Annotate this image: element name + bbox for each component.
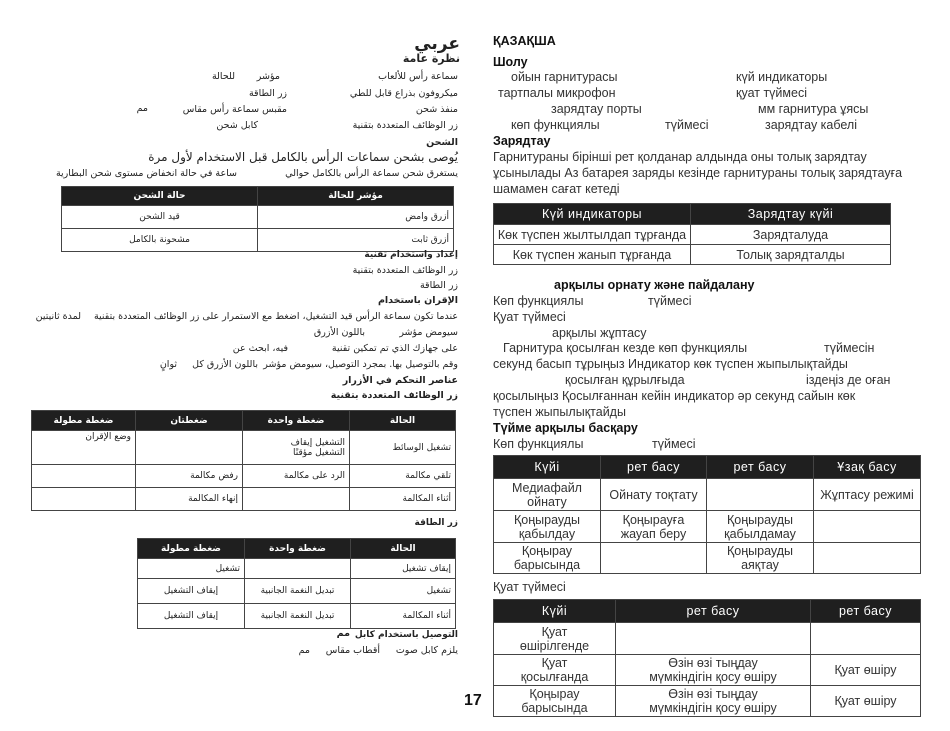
kz-pairing-l3: қосылған құрылғыда: [565, 373, 685, 387]
kz-setup-mfb-b: түймесі: [648, 294, 692, 308]
kz-setup-heading: арқылы орнату және пайдалану: [554, 278, 755, 292]
kz-power-table: [493, 599, 921, 717]
kz-t2-r3c3: Қоңырауды аяқтау: [707, 543, 814, 574]
kz-t3-h1: Күйі: [494, 600, 616, 623]
ar-t2-r2c4: [32, 465, 136, 488]
ar-overview-indicator: مؤشر: [256, 71, 280, 82]
ar-controls-heading: عناصر التحكم في الأزرار: [342, 375, 458, 386]
ar-t1-h1: مؤشر للحالة: [258, 187, 454, 206]
ar-pairing-1: عندما تكون سماعة الرأس قيد التشغيل، اضغط مع الاستمرار على زر الوظائف المتعددة بتقنية: [93, 311, 458, 322]
kz-ov-jack: мм гарнитура ұясы: [758, 102, 869, 116]
kz-pairing-l1: Гарнитура қосылған кезде көп функциялы: [503, 341, 748, 355]
kz-t2-r1c1: Медиафайл ойнату: [494, 479, 601, 511]
ar-t3-r3c1: أثناء المكالمة: [351, 604, 456, 629]
ar-overview-port: منفذ شحن: [415, 104, 458, 115]
kz-t2-r2c2: Қоңырауға жауап беру: [601, 511, 707, 543]
kz-pairing-heading: арқылы жұптасу: [552, 326, 647, 340]
ar-charging-heading: الشحن: [426, 137, 458, 148]
arabic-title: عربي: [414, 34, 460, 54]
kz-pairing-l3b: іздеңіз де оған: [806, 373, 891, 387]
ar-t3-r2c1: تشغيل: [351, 579, 456, 604]
kz-ov-indicator: күй индикаторы: [736, 70, 828, 84]
kz-t3-r2c1: Қуат қосылғанда: [494, 655, 616, 686]
kz-t2-r2c4: [814, 511, 921, 543]
ar-charging-time: يستغرق شحن سماعة الرأس بالكامل حوالي: [285, 168, 458, 179]
ar-t3-r2c2: تبديل النغمة الجانبية: [245, 579, 351, 604]
ar-t3-r1c2: [245, 559, 351, 579]
ar-pairing-heading: الإقران باستخدام: [377, 295, 458, 306]
kz-t3-r3c2: Өзін өзі тыңдау мүмкіндігін қосу өшіру: [616, 686, 811, 717]
kz-t1-h1: Күй индикаторы: [494, 204, 691, 225]
kz-t2-r1c3: [707, 479, 814, 511]
kz-mfb-table: [493, 455, 921, 574]
ar-cable-heading: التوصيل باستخدام كابل: [354, 630, 458, 640]
ar-setup-power: زر الطاقة: [419, 280, 458, 291]
arabic-overview-heading: نظرة عامة: [402, 52, 460, 65]
kz-ov-port: зарядтау порты: [551, 102, 642, 116]
ar-overview-power: زر الطاقة: [248, 88, 287, 99]
ar-overview-for-status: للحالة: [211, 71, 235, 82]
ar-t2-r1c3: [136, 431, 243, 465]
kz-t3-r1c1: Қуат өшірілгенде: [494, 623, 616, 655]
kazakh-title: ҚАЗАҚША: [493, 34, 556, 48]
ar-t3-h1: الحالة: [351, 539, 456, 559]
ar-pairing-3b: فيه، ابحث عن: [232, 343, 288, 354]
kz-ov-headset: ойын гарнитурасы: [511, 70, 618, 84]
ar-pairing-1b: لمدة ثانيتين: [35, 311, 81, 322]
kz-t1-h2: Зарядтау күйі: [691, 204, 891, 225]
ar-overview-cable: كابل شحن: [216, 120, 258, 131]
kz-charging-line2: ұсынылады Аз батарея заряды кезінде гарнитураны толық зарядтауға: [493, 166, 903, 180]
kz-t2-r1c4: Жұптасу режимі: [814, 479, 921, 511]
kz-t2-r3c2: [601, 543, 707, 574]
ar-t3-h3: ضغطة مطولة: [138, 539, 245, 559]
ar-t3-r3c2: تبديل النغمة الجانبية: [245, 604, 351, 629]
kz-t2-r2c1: Қоңырауды қабылдау: [494, 511, 601, 543]
kz-t3-r3c3: Қуат өшіру: [811, 686, 921, 717]
kz-ov-mfb: көп функциялы: [511, 118, 600, 132]
ar-cable-text: يلزم كابل صوت: [395, 645, 458, 656]
ar-t2-r2c2: الرد على مكالمة: [243, 465, 350, 488]
page-number: 17: [464, 692, 482, 709]
ar-t2-h1: الحالة: [350, 411, 456, 431]
kz-overview-heading: Шолу: [493, 55, 528, 69]
ar-t3-r1c3: تشغيل: [138, 559, 245, 579]
ar-overview-headset: سماعة رأس للألعاب: [378, 71, 458, 82]
kz-power-heading: Қуат түймесі: [493, 580, 566, 594]
ar-t1-r1c2: قيد الشحن: [62, 206, 258, 229]
ar-pairing-4c: ثوانٍ: [159, 359, 177, 370]
ar-setup-heading: إعداد واستخدام تقنية: [364, 250, 458, 260]
ar-t2-r2c1: تلقي مكالمة: [350, 465, 456, 488]
ar-overview-mic: ميكروفون بذراع قابل للطي: [349, 88, 458, 99]
kz-controls-heading: Түйме арқылы басқару: [493, 421, 638, 435]
ar-t3-r1c1: إيقاف تشغيل: [351, 559, 456, 579]
ar-power-heading: زر الطاقة: [414, 518, 458, 528]
kz-t2-r3c4: [814, 543, 921, 574]
kz-mfb-heading-b: түймесі: [652, 437, 696, 451]
ar-t2-r1c2: التشغيل إيقاف التشغيل مؤقتًا: [243, 431, 350, 465]
kz-pairing-l2: секунд басып тұрыңыз Индикатор көк түспен жыпылықтайды: [493, 357, 848, 371]
kz-mfb-heading: Көп функциялы: [493, 437, 584, 451]
ar-charging-note: يُوصى بشحن سماعات الرأس بالكامل قبل الاستخدام لأول مرة: [148, 150, 458, 164]
kz-t1-r1c2: Зарядталуда: [691, 225, 891, 245]
kz-t2-r3c1: Қоңырау барысында: [494, 543, 601, 574]
kz-t3-r1c3: [811, 623, 921, 655]
ar-charging-table: [61, 186, 454, 252]
ar-cable-mm2: مم: [298, 645, 310, 656]
ar-overview-mm: مم: [136, 103, 148, 114]
kz-charging-heading: Зарядтау: [493, 134, 551, 148]
ar-t2-h4: ضغطة مطولة: [32, 411, 136, 431]
ar-cable-mm: مم: [336, 628, 350, 639]
ar-t2-r3c4: [32, 488, 136, 511]
ar-pairing-2b: باللون الأزرق: [313, 327, 365, 338]
ar-t2-r3c3: إنهاء المكالمة: [136, 488, 243, 511]
kz-charging-table: [493, 203, 891, 265]
kz-t3-h2: рет басу: [616, 600, 811, 623]
kz-setup-power: Қуат түймесі: [493, 310, 566, 324]
kz-ov-mfb-b: түймесі: [665, 118, 709, 132]
kz-pairing-l4: қосылыңыз Қосылғаннан кейін индикатор әр секунд сайын көк: [493, 389, 856, 403]
ar-cable-text-b: أقطاب مقاس: [325, 645, 380, 656]
ar-power-table: [137, 538, 456, 629]
kz-t2-r1c2: Ойнату тоқтату: [601, 479, 707, 511]
ar-t2-r3c1: أثناء المكالمة: [350, 488, 456, 511]
kz-charging-line1: Гарнитураны бірінші рет қолданар алдында оны толық зарядтау: [493, 150, 867, 164]
ar-charging-time-b: ساعة في حالة انخفاض مستوى شحن البطارية: [55, 168, 237, 179]
ar-setup-mfb: زر الوظائف المتعددة بتقنية: [352, 265, 458, 276]
kz-t2-r2c3: Қоңырауды қабылдамау: [707, 511, 814, 543]
ar-pairing-4b: باللون الأزرق كل: [192, 359, 258, 370]
ar-mfb-heading: زر الوظائف المتعددة بتقنية: [330, 390, 458, 401]
ar-t1-r2c1: أزرق ثابت: [258, 229, 454, 252]
kz-t2-h1: Күйі: [494, 456, 601, 479]
kz-t3-r2c2: Өзін өзі тыңдау мүмкіндігін қосу өшіру: [616, 655, 811, 686]
ar-t3-r2c3: إيقاف التشغيل: [138, 579, 245, 604]
kz-t1-r2c1: Көк түспен жанып тұрғанда: [494, 245, 691, 265]
kz-t3-r3c1: Қоңырау барысында: [494, 686, 616, 717]
ar-t3-r3c3: إيقاف التشغيل: [138, 604, 245, 629]
kz-ov-mic: тартпалы микрофон: [498, 86, 616, 100]
kz-t3-h3: рет басу: [811, 600, 921, 623]
kz-pairing-l1b: түймесін: [824, 341, 875, 355]
kz-t3-r1c2: [616, 623, 811, 655]
kz-ov-power: қуат түймесі: [736, 86, 807, 100]
ar-overview-jack: مقبس سماعة رأس مقاس: [182, 104, 287, 115]
ar-t1-r1c1: أزرق وامض: [258, 206, 454, 229]
kz-t2-h4: Ұзақ басу: [814, 456, 921, 479]
ar-t2-r2c3: رفض مكالمة: [136, 465, 243, 488]
kz-pairing-l5: түспен жыпылықтайды: [493, 405, 626, 419]
ar-pairing-3: على جهازك الذي تم تمكين تقنية: [331, 343, 458, 354]
kz-t2-h3: рет басу: [707, 456, 814, 479]
kz-ov-cable: зарядтау кабелі: [765, 118, 857, 132]
ar-t2-r1c1: تشغيل الوسائط: [350, 431, 456, 465]
ar-t2-r3c2: [243, 488, 350, 511]
kz-setup-mfb: Көп функциялы: [493, 294, 584, 308]
kz-t2-h2: рет басу: [601, 456, 707, 479]
ar-t2-r1c4: وضع الإقران: [32, 431, 136, 465]
ar-t3-h2: ضغطة واحدة: [245, 539, 351, 559]
ar-t1-h2: حالة الشحن: [62, 187, 258, 206]
ar-t1-r2c2: مشحونة بالكامل: [62, 229, 258, 252]
ar-overview-mfb: زر الوظائف المتعددة بتقنية: [352, 120, 458, 131]
ar-t2-h2: ضغطة واحدة: [243, 411, 350, 431]
ar-pairing-4: وقم بالتوصيل بها. بمجرد التوصيل، سيومض مؤشر: [263, 359, 458, 370]
ar-t2-h3: ضغطتان: [136, 411, 243, 431]
ar-pairing-2: سيومض مؤشر: [399, 327, 458, 338]
kz-t1-r1c1: Көк түспен жылтылдап тұрғанда: [494, 225, 691, 245]
ar-mfb-table: [31, 410, 456, 511]
kz-charging-line3: шамамен сағат кетеді: [493, 182, 620, 196]
kz-t1-r2c2: Толық зарядталды: [691, 245, 891, 265]
kz-t3-r2c3: Қуат өшіру: [811, 655, 921, 686]
